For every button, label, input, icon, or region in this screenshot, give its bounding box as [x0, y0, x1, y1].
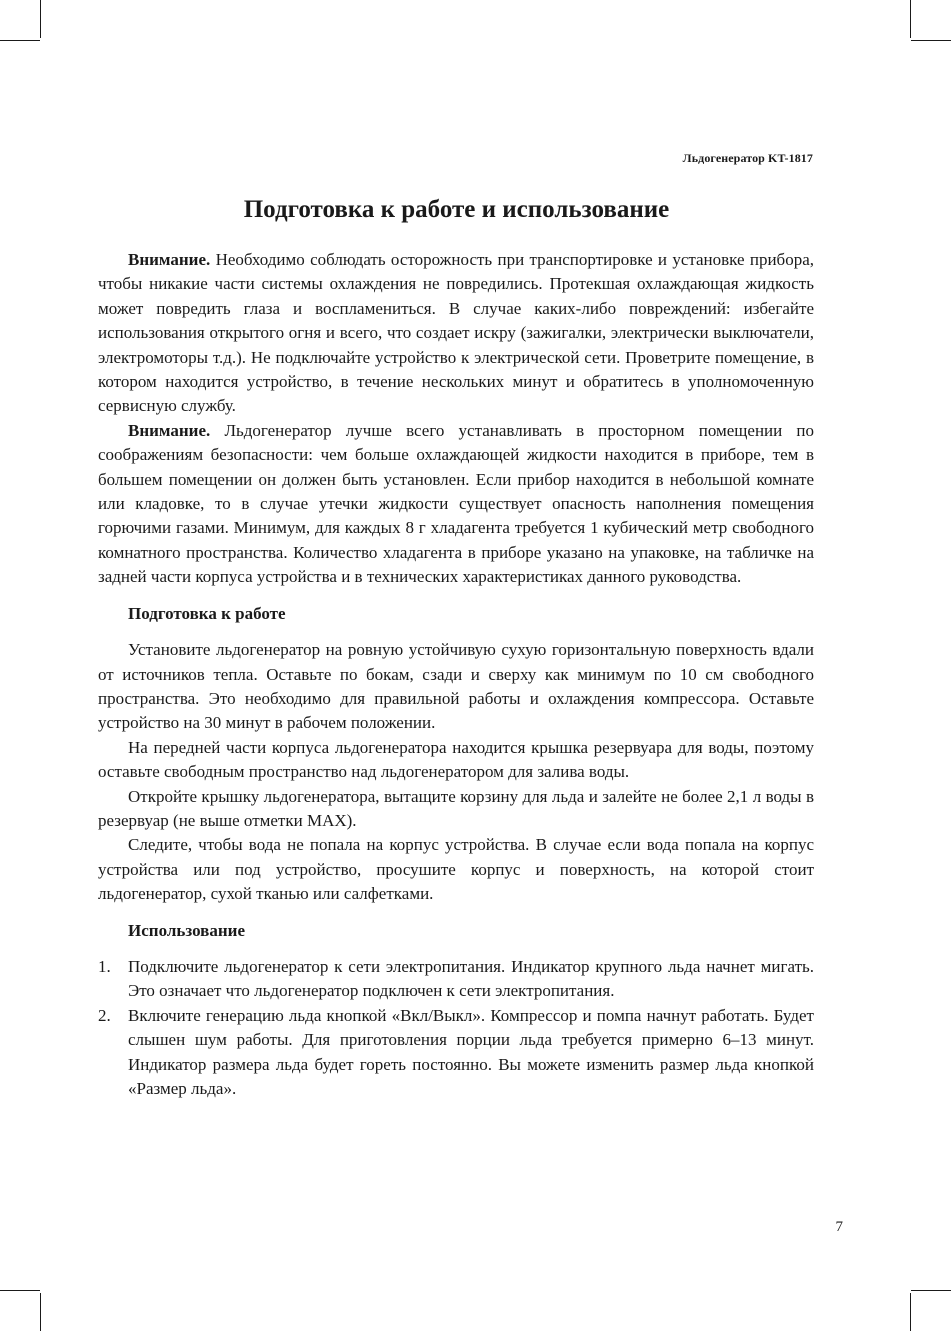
warning-paragraph — [98, 248, 814, 419]
page-number: 7 — [835, 1219, 843, 1235]
section-heading-usage: Использование — [128, 920, 245, 940]
warning-paragraph — [98, 419, 814, 590]
step-number: 2. — [98, 1005, 111, 1025]
preparation-paragraph: На передней части корпуса льдогенератора находится крышка резервуара для воды, поэтому оставьте свободным пространство над льдогенератором для залива воды. — [98, 737, 814, 782]
warning-text: Льдогенератор лучше всего устанавливать в просторном помещении по соображениям безопасности: чем больше охлаждающей жидкости находится в приборе, тем в большем помещении он должен быть установлен. Если прибор находится в небольшой комнате или кладовке, то в случае утечки жидкости существует опасность наполнения помещения горючими газами. Минимум, для каждых 8 г хладагента требуется 1 кубический метр свободного комнатного пространства. Количество хладагента в приборе указано на упаковке, на табличке на задней части корпуса устройства и в технических характеристиках данного руководства. — [98, 420, 814, 587]
crop-mark — [910, 0, 911, 38]
crop-mark — [0, 40, 40, 41]
list-item — [98, 955, 814, 1004]
preparation-paragraph: Следите, чтобы вода не попала на корпус устройства. В случае если вода попала на корпус устройства или под устройство, просушите корпус и поверхность, на которой стоит льдогенератор, сухой тканью или салфетками. — [98, 835, 814, 904]
usage-steps-list — [98, 955, 814, 1101]
step-text: Включите генерацию льда кнопкой «Вкл/Выкл». Компрессор и помпа начнут работать. Будет слышен шум работы. Для приготовления порции льда требуется примерно 6–13 минут. Индикатор размера льда будет гореть постоянно. Вы можете изменить размер льда кнопкой «Размер льда». — [128, 1005, 814, 1098]
body-text — [98, 248, 814, 1101]
warning-text: Необходимо соблюдать осторожность при транспортировке и установке прибора, чтобы никакие части системы охлаждения не повредились. Протекшая охлаждающая жидкость может повредить глаза и воспламениться. В случае каких-либо повреждений: избегайте использования открытого огня и всего, что создает искру (зажигалки, электрически выключатели, электромоторы т.д.). Не подключайте устройство к электрической сети. Проветрите помещение, в котором находится устройство, в течение нескольких минут и обратитесь в уполномоченную сервисную службу. — [98, 250, 814, 416]
step-number: 1. — [98, 956, 111, 976]
preparation-paragraph: Установите льдогенератор на ровную устойчивую сухую горизонтальную поверхность вдали от источников тепла. Оставьте по бокам, сзади и сверху как минимум по 10 см свободного пространства. Это необходимо для правильной работы и охлаждения компрессора. Оставьте устройство на 30 минут в рабочем положении. — [98, 640, 814, 733]
step-text: Подключите льдогенератор к сети электропитания. Индикатор крупного льда начнет мигать. Это означает что льдогенератор подключен к сети электропитания. — [128, 956, 814, 1001]
list-item — [98, 1004, 814, 1102]
warning-label: Внимание. — [128, 420, 211, 440]
section-heading-preparation: Подготовка к работе — [128, 603, 286, 623]
page-title: Подготовка к работе и использование — [243, 196, 670, 223]
running-header: Льдогенератор KT-1817 — [682, 151, 813, 165]
crop-mark — [40, 0, 41, 38]
crop-mark — [911, 1290, 951, 1291]
crop-mark — [911, 40, 951, 41]
crop-mark — [40, 1293, 41, 1331]
preparation-paragraph: Откройте крышку льдогенератора, вытащите корзину для льда и залейте не более 2,1 л воды в резервуар (не выше отметки MAX). — [98, 786, 814, 830]
warning-label: Внимание. — [128, 250, 211, 269]
crop-mark — [0, 1290, 40, 1291]
crop-mark — [910, 1293, 911, 1331]
